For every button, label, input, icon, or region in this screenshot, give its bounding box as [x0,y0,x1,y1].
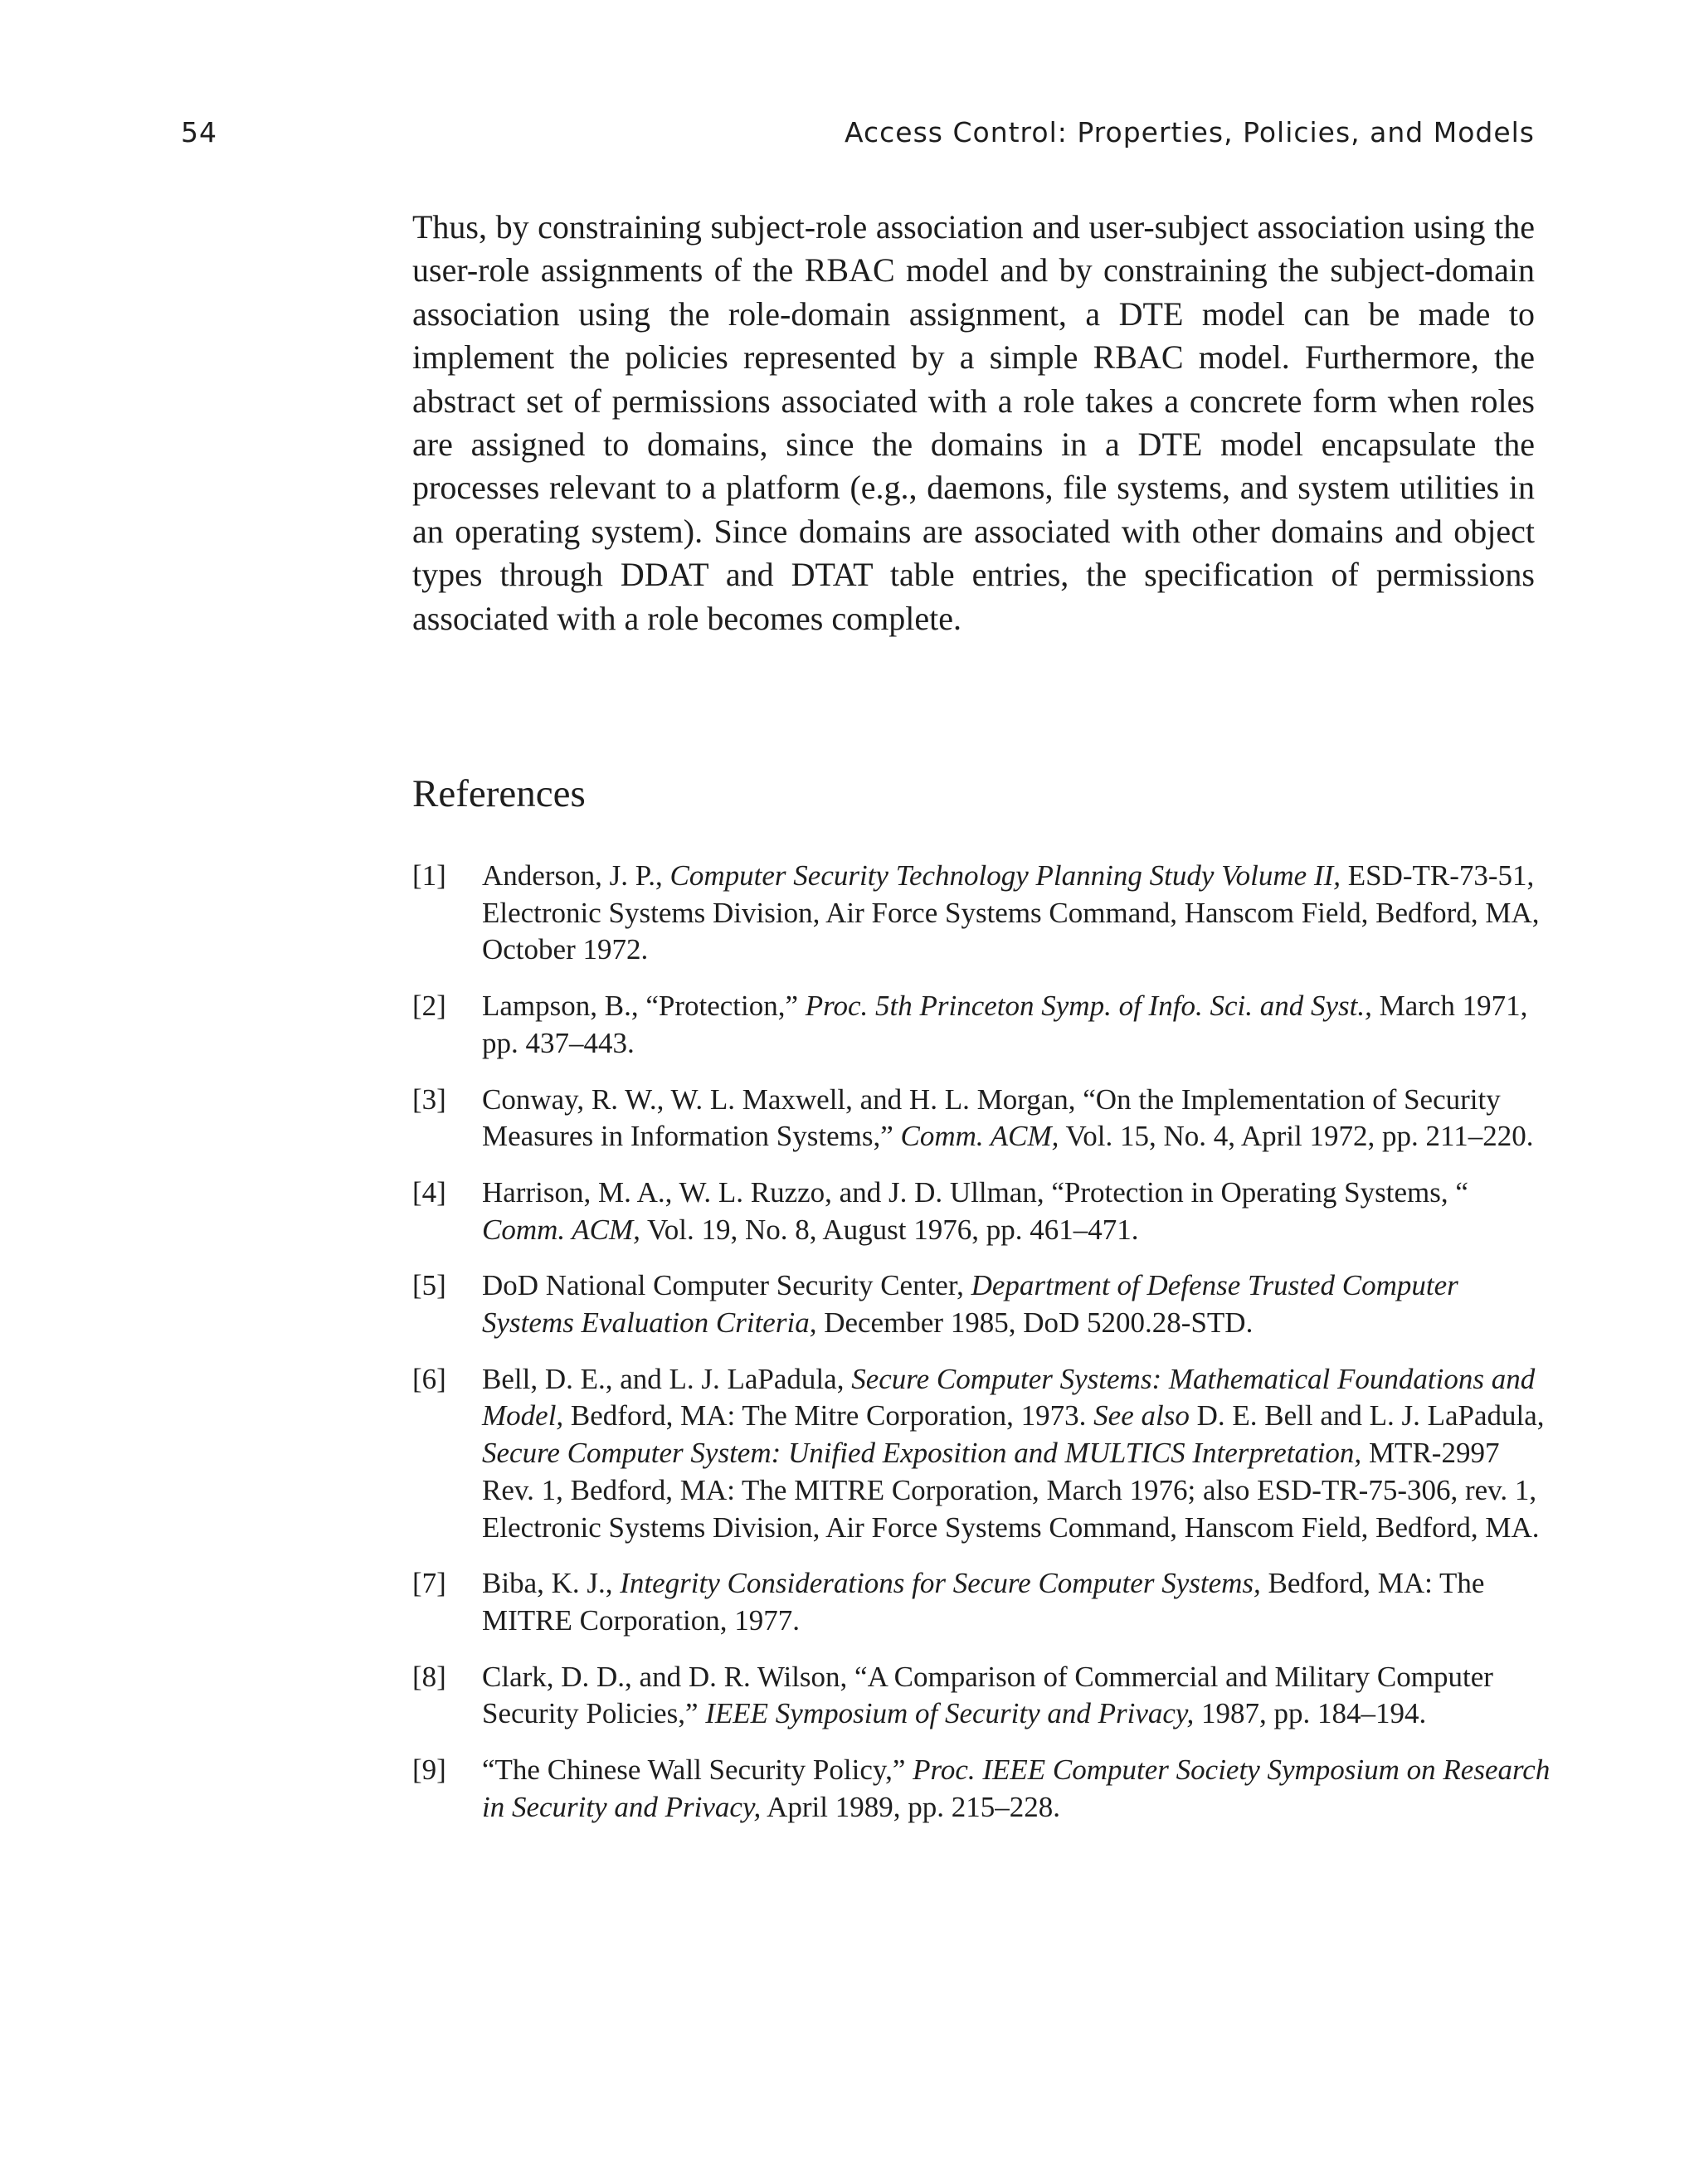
reference-item [412,858,1553,969]
reference-text-run: Biba, K. J., [482,1567,621,1600]
reference-title-italic: Integrity Considerations for Secure Computer Systems, [620,1567,1261,1600]
page-number: 54 [181,116,217,148]
reference-text-run: Vol. 15, No. 4, April 1972, pp. 211–220. [1059,1120,1534,1153]
reference-title-italic: Computer Security Technology Planning Study Volume II, [669,859,1341,892]
reference-number: [2] [412,990,446,1023]
reference-title-italic: IEEE Symposium of Security and Privacy, [705,1697,1195,1730]
reference-text [482,1267,1553,1341]
reference-text-run: 1987, pp. 184–194. [1194,1697,1427,1730]
running-head: Access Control: Properties, Policies, and Models [845,116,1535,148]
reference-text-run: DoD National Computer Security Center, [482,1269,971,1302]
reference-text [482,858,1553,969]
reference-list [412,858,1553,1845]
reference-text [482,1082,1553,1155]
reference-text-run: Harrison, M. A., W. L. Ruzzo, and J. D. Ullman, “Protection in Operating Systems, “ [482,1175,1468,1209]
reference-number: [3] [412,1082,446,1116]
reference-item [412,1082,1553,1155]
reference-text-run: Lampson, B., “Protection,” [482,990,806,1023]
reference-text-run: Anderson, J. P., [482,859,670,892]
reference-item [412,988,1553,1062]
reference-text-run: Bedford, MA: The MITRE Corporation, 1977. [482,1567,1485,1637]
reference-text [482,1565,1553,1639]
reference-text-run: December 1985, DoD 5200.28-STD. [816,1306,1254,1340]
reference-item [412,1175,1553,1248]
reference-text [482,1175,1553,1248]
references-heading: References [412,772,586,815]
reference-text-run: ESD-TR-73-51, Electronic Systems Division, Air Force Systems Command, Hanscom Field, Bedford, MA, October 1972. [482,859,1540,966]
reference-item [412,1659,1553,1733]
reference-item [412,1752,1553,1826]
reference-title-italic: Comm. ACM, [900,1120,1059,1153]
reference-text-run: March 1971, pp. 437–443. [482,990,1528,1059]
reference-title-italic: Proc. IEEE Computer Society Symposium on Research in Security and Privacy, [482,1754,1551,1823]
reference-title-italic: See also [1093,1399,1190,1432]
reference-title-italic: Comm. ACM, [482,1213,640,1246]
reference-text-run: Conway, R. W., W. L. Maxwell, and H. L. Morgan, “On the Implementation of Security Measures in Information Systems,” [482,1082,1501,1153]
reference-text [482,1659,1553,1733]
reference-text [482,1752,1553,1826]
reference-number: [6] [412,1362,446,1395]
reference-number: [4] [412,1175,446,1209]
reference-title-italic: Department of Defense Trusted Computer Systems Evaluation Criteria, [482,1269,1458,1340]
reference-number: [9] [412,1754,446,1787]
reference-text-run: Vol. 19, No. 8, August 1976, pp. 461–471. [640,1213,1139,1246]
reference-number: [1] [412,859,446,892]
reference-item [412,1267,1553,1341]
page-header [181,116,1535,158]
reference-title-italic: Secure Computer Systems: Mathematical Foundations and Model, [482,1362,1536,1432]
reference-title-italic: Proc. 5th Princeton Symp. of Info. Sci. and Syst., [805,990,1372,1023]
reference-item [412,1361,1553,1547]
reference-text [482,988,1553,1062]
reference-text-run: April 1989, pp. 215–228. [761,1790,1060,1823]
reference-text-run: D. E. Bell and L. J. LaPadula, [1189,1399,1545,1432]
reference-item [412,1565,1553,1639]
reference-text-run: Bedford, MA: The Mitre Corporation, 1973. [563,1399,1094,1432]
reference-title-italic: Secure Computer System: Unified Exposition and MULTICS Interpretation, [482,1437,1362,1470]
reference-number: [8] [412,1660,446,1693]
body-paragraph: Thus, by constraining subject-role association and user-subject association using the user-role assignments of the RBAC model and by constraining the subject-domain association using the role-domain assignment, a DTE model can be made to implement the policies represented by a simple RBAC model. Furthermore, the abstract set of permissions associated with a role takes a concrete form when roles are assigned to domains, since the domains in a DTE model encapsulate the processes relevant to a platform (e.g., daemons, file systems, and system utilities in an operating system). Since domains are associated with other domains and object types through DDAT and DTAT table entries, the specification of permissions associated with a role becomes complete. [412,208,1535,637]
reference-text-run: MTR-2997 Rev. 1, Bedford, MA: The MITRE Corporation, March 1976; also ESD-TR-75-306, rev. 1, Electronic Systems Division, Air Force Systems Command, Hanscom Field, Bedford, MA. [482,1437,1540,1544]
reference-text-run: “The Chinese Wall Security Policy,” [482,1754,913,1787]
reference-text [482,1361,1553,1547]
reference-number: [5] [412,1269,446,1302]
reference-text-run: Bell, D. E., and L. J. LaPadula, [482,1362,852,1395]
reference-text-run: Clark, D. D., and D. R. Wilson, “A Comparison of Commercial and Military Computer Security Policies,” [482,1660,1493,1730]
reference-number: [7] [412,1567,446,1600]
